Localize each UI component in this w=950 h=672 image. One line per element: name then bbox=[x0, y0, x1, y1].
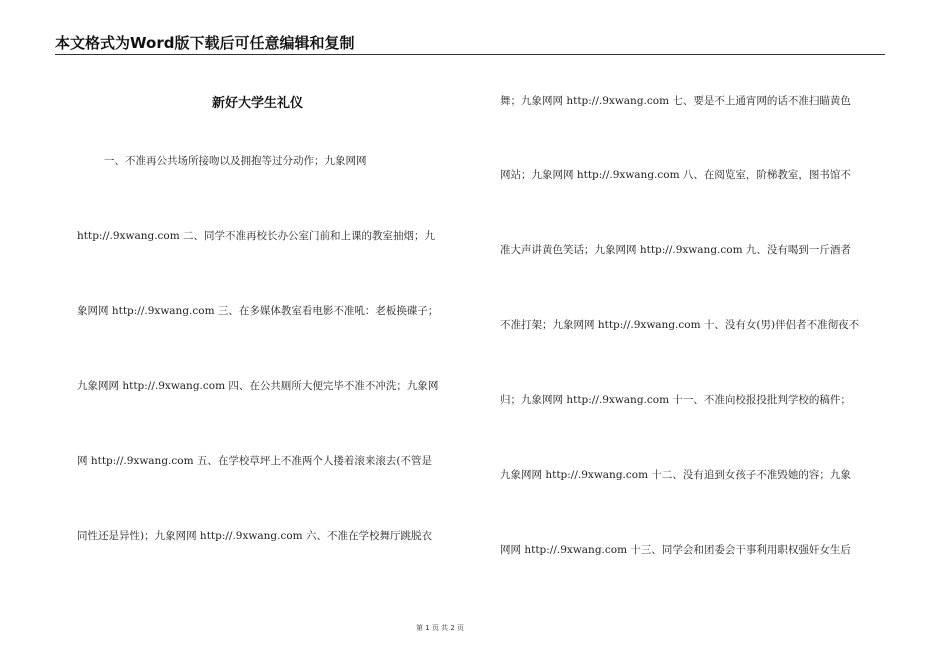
left-line-5: 网 http://.9xwang.com 五、在学校草坪上不准两个人搂着滚来滚去(不管是 bbox=[77, 455, 432, 467]
left-line-6: 同性还是异性)；九象网网 http://.9xwang.com 六、不准在学校舞厅跳脱衣 bbox=[77, 530, 432, 542]
page-indicator: 第 1 页 共 2 页 bbox=[415, 624, 465, 632]
left-line-4: 九象网网 http://.9xwang.com 四、在公共厕所大便完毕不准不冲洗；九象网 bbox=[77, 380, 439, 392]
right-line-2: 网站；九象网网 http://.9xwang.com 八、在阅览室，阶梯教室，图书馆不 bbox=[500, 169, 851, 181]
left-line-3: 象网网 http://.9xwang.com 三、在多媒体教室看电影不准吼：老板换碟子； bbox=[77, 305, 439, 317]
right-line-4: 不准打架；九象网网 http://.9xwang.com 十、没有女(男)伴侣者不准彻夜不 bbox=[500, 319, 860, 331]
right-line-5: 归；九象网网 http://.9xwang.com 十一、不准向校报投批判学校的稿件； bbox=[500, 394, 851, 406]
right-line-3: 准大声讲黄色笑话；九象网网 http://.9xwang.com 九、没有喝到一斤酒者 bbox=[500, 244, 851, 256]
document-title: 新好大学生礼仪 bbox=[212, 96, 304, 111]
right-line-1: 舞；九象网网 http://.9xwang.com 七、要是不上通宵网的话不准扫瞄黄色 bbox=[500, 95, 851, 107]
right-line-6: 九象网网 http://.9xwang.com 十二、没有追到女孩子不准毁她的容；九象 bbox=[500, 469, 851, 481]
header-divider bbox=[55, 54, 885, 55]
right-line-7: 网网 http://.9xwang.com 十三、同学会和团委会干事利用职权强奸女生后 bbox=[500, 544, 851, 556]
left-line-1: 一、不准再公共场所接吻以及拥抱等过分动作；九象网网 bbox=[104, 155, 367, 167]
document-banner: 本文格式为Word版下载后可任意编辑和复制 bbox=[55, 34, 355, 52]
left-line-2: http://.9xwang.com 二、同学不准再校长办公室门前和上课的教室抽烟；九 bbox=[77, 230, 436, 242]
